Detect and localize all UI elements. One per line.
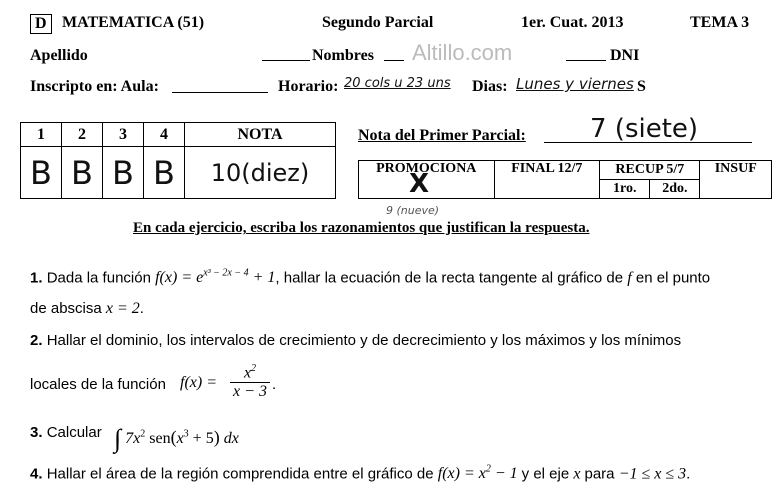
question-2-function: f(x) = [180,374,217,391]
recup-2do: 2do. [650,180,700,199]
status-final: FINAL 12/7 [494,161,600,199]
question-1-text-b: , hallar la ecuación de la recta tangente al gráfico de [275,269,624,287]
status-promociona [359,161,495,199]
grades-table [20,122,336,199]
integral-sign: ∫ [114,424,122,453]
dni-line [566,60,606,61]
nombres-line [384,60,404,61]
question-4: 4. Hallar el área de la región comprendida entre el gráfico de $f(x) = x^2 - 1$ y el eje x para −1 ≤ x ≤ 3. [30,464,691,483]
question-2-text-a: Hallar el dominio, los intervalos de crecimiento y de decrecimiento y los máximos y los mínimos [46,332,682,349]
aula-line [172,92,268,93]
grades-header-nota: NOTA [185,123,336,147]
status-recup: RECUP 5/7 [600,161,700,180]
status-promociona-label: PROMOCIONA [376,161,477,176]
horario-value: 20 cols u 23 uns [344,76,451,91]
question-3-text-a: Calcular [46,424,102,441]
question-1-function: $f(x) = e^{x^3 - 2x - 4} + 1$ [155,268,276,287]
question-1-number: 1. [30,269,43,287]
grades-header-4: 4 [144,123,185,147]
question-2-text-c: . [272,376,277,393]
grades-header-1: 1 [21,123,62,147]
question-4-text-c: para [584,465,615,483]
question-3-number: 3. [30,424,43,441]
grades-value-row [21,147,336,199]
grades-header-2: 2 [62,123,103,147]
question-2 [30,332,681,349]
question-4-text-a: Hallar el área de la región comprendida entre el gráfico de [46,465,434,483]
question-1-text-a: Dada la función [46,269,151,287]
question-4-axis: x [573,465,585,483]
question-2-text-b: locales de la función [30,376,166,393]
primer-parcial-line [544,142,752,143]
status-table [358,160,772,199]
dias-value: Lunes y viernes [516,75,634,93]
version-letter: D [30,14,52,34]
apellido-label: Apellido [30,47,88,64]
question-1-text-d: de abscisa [30,300,102,317]
inscripto-label: Inscripto en: Aula: [30,78,159,95]
question-4-interval: −1 ≤ x ≤ 3 [618,465,687,483]
watermark: Altillo.com [412,40,513,65]
question-1-text-e: . [139,300,144,317]
question-4-function: $f(x) = x^2 - 1$ [437,464,522,483]
instruction: En cada ejercicio, escriba los razonamientos que justifican la respuesta. [133,220,590,236]
grades-header-3: 3 [103,123,144,147]
exam-title: Segundo Parcial [322,14,434,31]
question-1 [30,268,710,287]
subject-title: MATEMATICA (51) [62,14,205,31]
grades-header-row [21,123,336,147]
question-4-text-b: y el eje [521,465,570,483]
period: 1er. Cuat. 2013 [521,14,624,31]
recup-1ro: 1ro. [600,180,650,199]
apellido-line [262,60,310,61]
promociona-mark: X [409,169,430,199]
grade-2: B [62,147,103,199]
primer-parcial-label: Nota del Primer Parcial: [358,127,526,144]
dni-label: DNI [610,47,640,64]
sede-label: S [637,78,646,95]
version-box [30,14,52,34]
question-2-number: 2. [30,332,43,349]
question-2-cont [30,376,166,393]
question-3-integral: ∫ $7x^2$ $sen(x^3 + 5)$ dx [114,424,239,453]
dias-label: Dias: [472,78,508,95]
question-1-text-c: en el punto [635,269,711,287]
nombres-label: Nombres [312,47,374,64]
status-insuf: INSUF [700,161,772,199]
grade-4: B [144,147,185,199]
grade-nota: 10(diez) [185,147,336,199]
status-note: 9 (nueve) [386,204,440,217]
question-1-cont [30,300,144,318]
grade-1: B [21,147,62,199]
question-2-fraction: $x^2$ x − 3 [230,360,270,401]
status-header-row [359,161,772,180]
question-1-f: f [627,269,632,287]
horario-label: Horario: [278,78,339,95]
tema: TEMA 3 [690,14,750,31]
question-1-point: x = 2 [105,300,140,317]
grade-3: B [103,147,144,199]
question-3 [30,424,102,441]
primer-parcial-value: 7 (siete) [590,114,699,144]
question-4-number: 4. [30,465,43,483]
